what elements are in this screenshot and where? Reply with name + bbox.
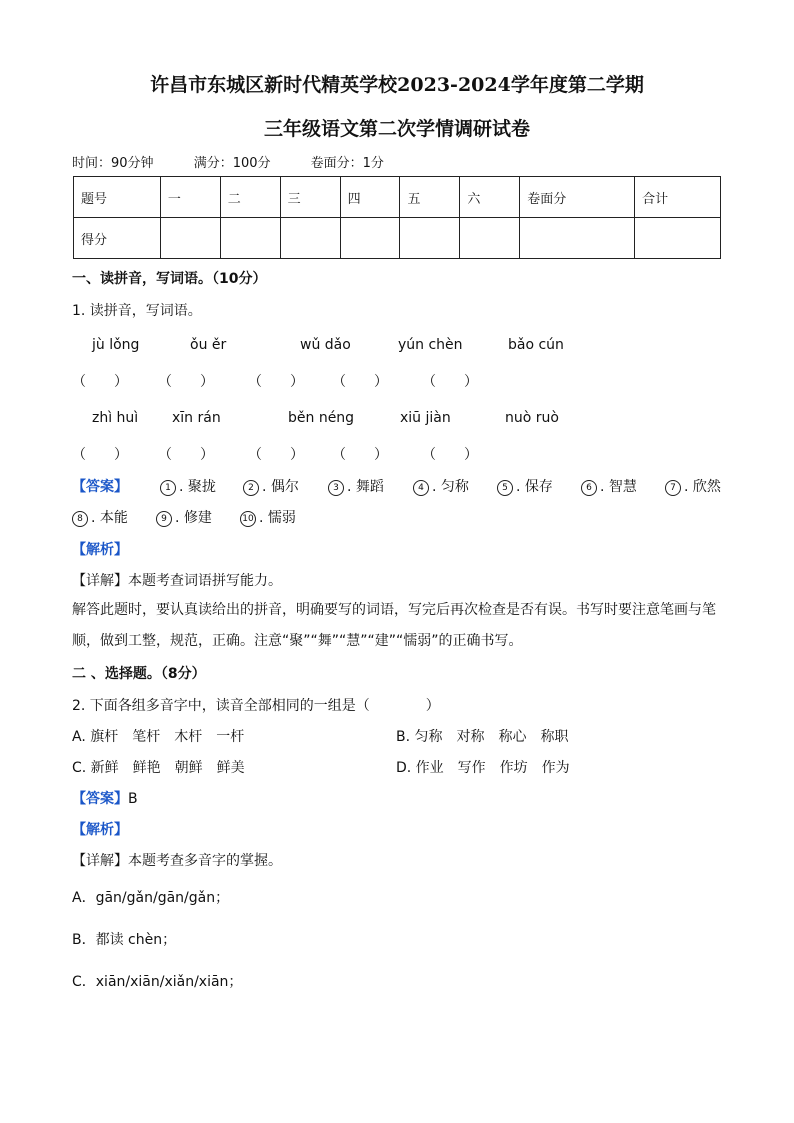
pronunciation-line: C．xiān/xiān/xiǎn/xiān； — [72, 974, 243, 990]
score-entry-cell[interactable] — [635, 218, 721, 259]
answer-blank[interactable]: （ ） — [422, 374, 478, 390]
analysis-label: 【解析】 — [72, 822, 128, 838]
score-table-cell: 三 — [280, 177, 340, 218]
score-entry-cell[interactable] — [280, 218, 340, 259]
section2-heading: 二 、选择题。（8分） — [72, 666, 206, 682]
answer-blank[interactable]: （ ） — [332, 374, 388, 390]
circled-number: 8 — [72, 511, 88, 527]
explanation-paragraph: 解答此题时，要认真读给出的拼音，明确要写的词语，写完后再次检查是否有误。书写时要注意笔画与笔顺，做到工整，规范，正确。注意“聚”“舞”“慧”“建”“懦弱”的正确书写。 — [72, 602, 716, 649]
pinyin-item: yún chèn — [398, 337, 463, 353]
answer-label: 【答案】 — [72, 479, 128, 495]
question1-text: 1. 读拼音，写词语。 — [72, 303, 202, 319]
score-entry-cell[interactable] — [220, 218, 280, 259]
answer-blank[interactable]: （ ） — [72, 374, 128, 390]
answer-item: 6 . 智慧 — [581, 476, 637, 496]
pinyin-item: ǒu ěr — [190, 337, 227, 353]
circled-number: 5 — [497, 480, 513, 496]
circled-number: 9 — [156, 511, 172, 527]
answer-label: 【答案】 — [72, 791, 128, 807]
answer-blank[interactable]: （ ） — [332, 447, 388, 463]
score-table-score-row — [74, 218, 721, 259]
answer-blank[interactable]: （ ） — [248, 447, 304, 463]
pinyin-item: xiū jiàn — [400, 410, 451, 426]
pronunciation-line: A．gān/gǎn/gān/gǎn； — [72, 890, 230, 906]
answer-blank[interactable]: （ ） — [158, 374, 214, 390]
answer-item: 10 . 懦弱 — [240, 507, 296, 527]
option-d[interactable]: D. 作业 写作 作坊 作为 — [396, 760, 570, 776]
pinyin-item: wǔ dǎo — [300, 337, 351, 353]
pinyin-item: jù lǒng — [92, 337, 140, 353]
score-table-cell: 合计 — [635, 177, 721, 218]
score-entry-cell[interactable] — [160, 218, 220, 259]
pinyin-item: zhì huì — [92, 410, 139, 426]
section1-heading: 一、读拼音，写词语。（10分） — [72, 271, 267, 287]
circled-number: 2 — [243, 480, 259, 496]
option-a[interactable]: A. 旗杆 笔杆 木杆 一杆 — [72, 729, 245, 745]
score-entry-cell[interactable] — [460, 218, 520, 259]
answer-item: 4 . 匀称 — [413, 476, 469, 496]
score-entry-cell[interactable] — [340, 218, 400, 259]
detail-line: 【详解】本题考查多音字的掌握。 — [72, 853, 282, 869]
score-table-cell: 二 — [220, 177, 280, 218]
answer-item: 7 . 欣然 — [665, 476, 721, 496]
answer-item: 1 . 聚拢 — [160, 476, 216, 496]
circled-number: 4 — [413, 480, 429, 496]
detail-line: 【详解】本题考查词语拼写能力。 — [72, 573, 282, 589]
option-b[interactable]: B. 匀称 对称 称心 称职 — [396, 729, 569, 745]
answer-item: 2 . 偶尔 — [243, 476, 299, 496]
circled-number: 3 — [328, 480, 344, 496]
score-table-cell: 得分 — [74, 218, 161, 259]
exam-meta — [72, 152, 420, 171]
score-table-header-row — [74, 177, 721, 218]
answer-blank[interactable]: （ ） — [72, 447, 128, 463]
answer-item: 8 . 本能 — [72, 507, 128, 527]
exam-full-score: 满分：100分 — [193, 156, 271, 171]
score-table — [73, 176, 721, 259]
score-table-cell: 题号 — [74, 177, 161, 218]
exam-title-line2: 三年级语文第二次学情调研试卷 — [263, 118, 530, 140]
pinyin-item: xīn rán — [172, 410, 221, 426]
score-entry-cell[interactable] — [400, 218, 460, 259]
exam-neatness-score: 卷面分：1分 — [310, 156, 384, 171]
pinyin-item: nuò ruò — [505, 410, 559, 426]
answer-blank[interactable]: （ ） — [422, 447, 478, 463]
score-table-cell: 一 — [160, 177, 220, 218]
circled-number: 10 — [240, 511, 256, 527]
score-table-cell: 卷面分 — [520, 177, 635, 218]
score-table-cell: 四 — [340, 177, 400, 218]
pinyin-item: běn néng — [288, 410, 355, 426]
option-c[interactable]: C. 新鲜 鲜艳 朝鲜 鲜美 — [72, 760, 245, 776]
pinyin-item: bǎo cún — [508, 337, 564, 353]
circled-number: 7 — [665, 480, 681, 496]
analysis-label: 【解析】 — [72, 542, 128, 558]
answer-item: 9 . 修建 — [156, 507, 212, 527]
circled-number: 1 — [160, 480, 176, 496]
answer-value: B — [128, 791, 138, 807]
score-table-cell: 六 — [460, 177, 520, 218]
exam-title-line1: 许昌市东城区新时代精英学校2023-2024学年度第二学期 — [150, 74, 644, 96]
answer-blank[interactable]: （ ） — [248, 374, 304, 390]
score-table-cell: 五 — [400, 177, 460, 218]
answer-item: 3 . 舞蹈 — [328, 476, 384, 496]
exam-time: 时间：90分钟 — [72, 156, 154, 171]
question2-text: 2. 下面各组多音字中，读音全部相同的一组是（ ） — [72, 698, 440, 714]
answer-line — [72, 788, 138, 808]
answer-item: 5 . 保存 — [497, 476, 553, 496]
circled-number: 6 — [581, 480, 597, 496]
score-entry-cell[interactable] — [520, 218, 635, 259]
pronunciation-line: B．都读 chèn； — [72, 932, 177, 948]
answer-blank[interactable]: （ ） — [158, 447, 214, 463]
